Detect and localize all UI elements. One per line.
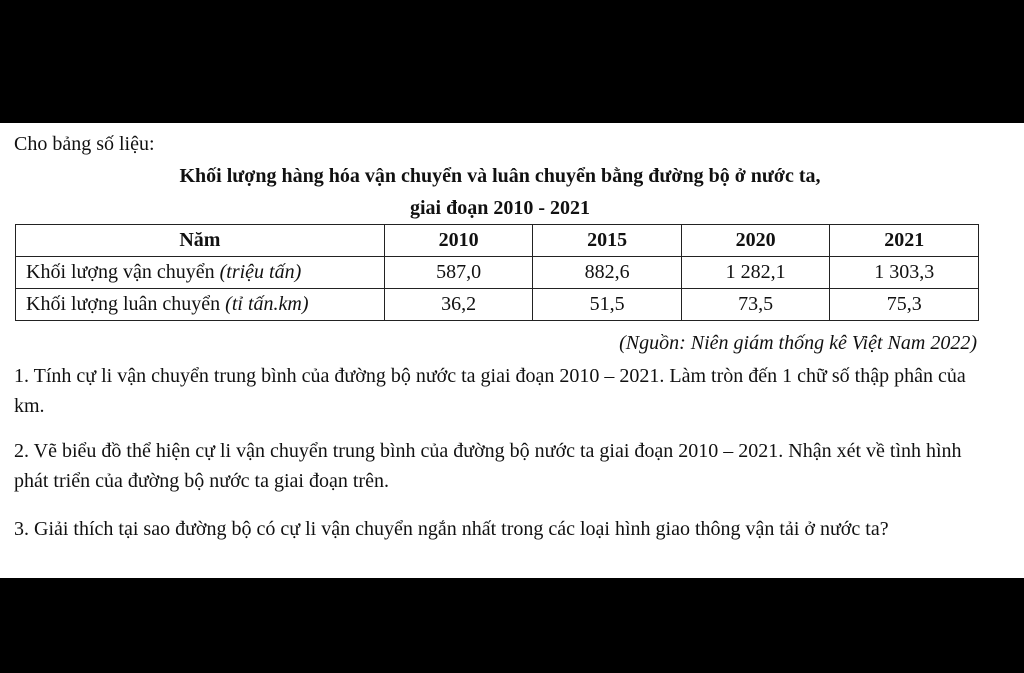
header-cell: 2010	[384, 225, 533, 257]
table-cell: 587,0	[384, 257, 533, 289]
table-row	[16, 289, 979, 321]
table-cell: 1 282,1	[681, 257, 830, 289]
row-label: Khối lượng vận chuyển (triệu tấn)	[16, 257, 385, 289]
header-cell: 2020	[681, 225, 830, 257]
table-cell: 1 303,3	[830, 257, 979, 289]
header-cell: 2015	[533, 225, 682, 257]
table-cell: 75,3	[830, 289, 979, 321]
question-2: 2. Vẽ biểu đồ thể hiện cự li vận chuyển trung bình của đường bộ nước ta giai đoạn 2010 – 2021. Nhận xét về tình hình phát triển của đường bộ nước ta giai đoạn trên.	[14, 440, 962, 492]
row-unit: (triệu tấn)	[219, 261, 302, 283]
table-header-row	[16, 225, 979, 257]
table-cell: 51,5	[533, 289, 682, 321]
header-cell-year: Năm	[16, 225, 385, 257]
table-cell: 882,6	[533, 257, 682, 289]
table-cell: 73,5	[681, 289, 830, 321]
table-title: Khối lượng hàng hóa vận chuyển và luân chuyển bằng đường bộ ở nước ta,	[179, 165, 821, 187]
intro-text: Cho bảng số liệu:	[14, 133, 155, 155]
source-note: (Nguồn: Niên giám thống kê Việt Nam 2022)	[619, 332, 977, 354]
row-unit: (tỉ tấn.km)	[225, 293, 309, 315]
row-label: Khối lượng luân chuyển (tỉ tấn.km)	[16, 289, 385, 321]
data-table	[15, 224, 979, 321]
question-3: 3. Giải thích tại sao đường bộ có cự li vận chuyển ngắn nhất trong các loại hình giao thông vận tải ở nước ta?	[14, 518, 889, 540]
table-row	[16, 257, 979, 289]
question-1: 1. Tính cự li vận chuyển trung bình của đường bộ nước ta giai đoạn 2010 – 2021. Làm tròn đến 1 chữ số thập phân của km.	[14, 365, 966, 417]
header-cell: 2021	[830, 225, 979, 257]
table-title-period: giai đoạn 2010 - 2021	[409, 197, 591, 219]
table-cell: 36,2	[384, 289, 533, 321]
document-page	[0, 123, 1024, 578]
